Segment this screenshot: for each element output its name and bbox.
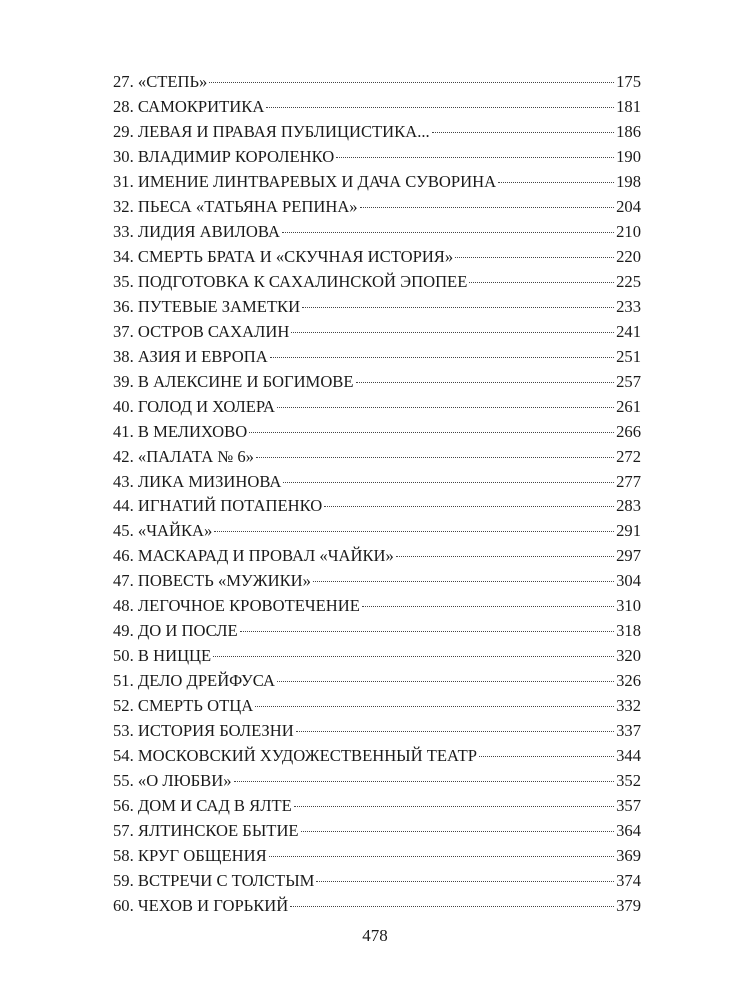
toc-entry-page: 220 (616, 246, 641, 266)
dot-leader (301, 831, 615, 832)
toc-entry-title: 34. СМЕРТЬ БРАТА И «СКУЧНАЯ ИСТОРИЯ» (113, 246, 454, 266)
dot-leader (270, 357, 614, 358)
toc-entry (113, 894, 641, 919)
toc-entry-title: 31. ИМЕНИЕ ЛИНТВАРЕВЫХ И ДАЧА СУВОРИНА (113, 171, 497, 191)
dot-leader (294, 806, 614, 807)
dot-leader (269, 856, 614, 857)
toc-entry (113, 70, 641, 95)
toc-entry-page: 251 (616, 346, 641, 366)
toc-entry (113, 170, 641, 195)
toc-entry-title: 47. ПОВЕСТЬ «МУЖИКИ» (113, 571, 311, 591)
toc-entry-title: 30. ВЛАДИМИР КОРОЛЕНКО (113, 146, 335, 166)
toc-entry (113, 470, 641, 495)
toc-entry-title: 39. В АЛЕКСИНЕ И БОГИМОВЕ (113, 371, 354, 391)
page-number: 478 (362, 926, 388, 945)
toc-entry (113, 794, 641, 819)
toc-entry-page: 241 (616, 321, 641, 341)
dot-leader (277, 681, 614, 682)
toc-entry-page: 310 (616, 596, 641, 616)
toc-entry-page: 352 (616, 771, 641, 791)
toc-entry (113, 395, 641, 420)
dot-leader (324, 506, 614, 507)
dot-leader (360, 207, 615, 208)
toc-entry-title: 37. ОСТРОВ САХАЛИН (113, 321, 290, 341)
toc-entry-page: 332 (616, 696, 641, 716)
dot-leader (249, 432, 614, 433)
toc-entry-page: 181 (616, 96, 641, 116)
dot-leader (209, 82, 614, 83)
toc-entry-title: 44. ИГНАТИЙ ПОТАПЕНКО (113, 496, 323, 516)
toc-entry-title: 41. В МЕЛИХОВО (113, 421, 248, 441)
toc-entry-page: 379 (616, 895, 641, 915)
toc-entry (113, 370, 641, 395)
toc-entry (113, 420, 641, 445)
toc-entry-title: 60. ЧЕХОВ И ГОРЬКИЙ (113, 895, 289, 915)
toc-entry-page: 304 (616, 571, 641, 591)
dot-leader (432, 132, 614, 133)
toc-entry-title: 56. ДОМ И САД В ЯЛТЕ (113, 796, 292, 816)
toc-entry-page: 283 (616, 496, 641, 516)
dot-leader (256, 457, 614, 458)
toc-entry (113, 844, 641, 869)
toc-entry-title: 54. МОСКОВСКИЙ ХУДОЖЕСТВЕННЫЙ ТЕАТР (113, 746, 477, 766)
toc-entry-title: 45. «ЧАЙКА» (113, 521, 213, 541)
toc-entry-title: 40. ГОЛОД И ХОЛЕРА (113, 396, 276, 416)
toc-entry-page: 175 (616, 72, 641, 91)
toc-entry (113, 145, 641, 170)
dot-leader (316, 881, 614, 882)
toc-entry-title: 46. МАСКАРАД И ПРОВАЛ «ЧАЙКИ» (113, 546, 394, 566)
toc-entry (113, 95, 641, 120)
toc-entry-page: 318 (616, 621, 641, 641)
dot-leader (302, 307, 614, 308)
toc-entry (113, 719, 641, 744)
toc-entry (113, 445, 641, 470)
toc-entry-title: 58. КРУГ ОБЩЕНИЯ (113, 846, 267, 866)
toc-entry-page: 257 (616, 371, 641, 391)
toc-entry-title: 52. СМЕРТЬ ОТЦА (113, 696, 254, 716)
dot-leader (313, 581, 614, 582)
table-of-contents (113, 70, 641, 919)
toc-entry-title: 35. ПОДГОТОВКА К САХАЛИНСКОЙ ЭПОПЕЕ (113, 271, 468, 291)
toc-entry-title: 50. В НИЦЦЕ (113, 646, 212, 666)
dot-leader (291, 332, 614, 333)
toc-entry (113, 494, 641, 519)
dot-leader (266, 107, 614, 108)
toc-entry (113, 819, 641, 844)
toc-entry (113, 120, 641, 145)
toc-entry-page: 186 (616, 121, 641, 141)
toc-entry (113, 769, 641, 794)
dot-leader (362, 606, 614, 607)
toc-entry (113, 744, 641, 769)
dot-leader (356, 382, 615, 383)
dot-leader (296, 731, 614, 732)
toc-entry-page: 266 (616, 421, 641, 441)
toc-entry (113, 594, 641, 619)
toc-entry-title: 48. ЛЕГОЧНОЕ КРОВОТЕЧЕНИЕ (113, 596, 360, 616)
toc-entry-page: 190 (616, 146, 641, 166)
toc-entry (113, 270, 641, 295)
toc-entry-page: 210 (616, 221, 641, 241)
dot-leader (336, 157, 614, 158)
toc-entry-page: 277 (616, 471, 641, 491)
toc-entry-page: 233 (616, 296, 641, 316)
dot-leader (277, 407, 614, 408)
toc-entry-page: 357 (616, 796, 641, 816)
toc-entry (113, 569, 641, 594)
toc-entry (113, 644, 641, 669)
dot-leader (498, 182, 614, 183)
toc-entry-title: 43. ЛИКА МИЗИНОВА (113, 471, 282, 491)
dot-leader (455, 257, 614, 258)
toc-entry-page: 297 (616, 546, 641, 566)
toc-entry-page: 225 (616, 271, 641, 291)
toc-entry-title: 32. ПЬЕСА «ТАТЬЯНА РЕПИНА» (113, 196, 358, 216)
toc-entry-page: 364 (616, 821, 641, 841)
toc-entry (113, 669, 641, 694)
toc-entry-page: 369 (616, 846, 641, 866)
toc-entry-page: 261 (616, 396, 641, 416)
dot-leader (469, 282, 614, 283)
dot-leader (396, 556, 614, 557)
toc-entry-title: 51. ДЕЛО ДРЕЙФУСА (113, 671, 275, 691)
dot-leader (255, 706, 614, 707)
toc-entry-title: 36. ПУТЕВЫЕ ЗАМЕТКИ (113, 296, 301, 316)
toc-entry-page: 326 (616, 671, 641, 691)
toc-entry-title: 53. ИСТОРИЯ БОЛЕЗНИ (113, 721, 294, 741)
toc-entry-page: 320 (616, 646, 641, 666)
dot-leader (282, 232, 614, 233)
dot-leader (283, 482, 614, 483)
toc-entry-page: 291 (616, 521, 641, 541)
toc-entry-title: 57. ЯЛТИНСКОЕ БЫТИЕ (113, 821, 299, 841)
dot-leader (234, 781, 615, 782)
toc-entry-page: 337 (616, 721, 641, 741)
toc-entry-title: 29. ЛЕВАЯ И ПРАВАЯ ПУБЛИЦИСТИКА... (113, 121, 430, 141)
toc-entry-title: 42. «ПАЛАТА № 6» (113, 446, 254, 466)
toc-entry-title: 59. ВСТРЕЧИ С ТОЛСТЫМ (113, 871, 315, 890)
toc-entry (113, 195, 641, 220)
dot-leader (240, 631, 614, 632)
toc-entry-title: 27. «СТЕПЬ» (113, 72, 208, 91)
toc-entry-title: 49. ДО И ПОСЛЕ (113, 621, 238, 641)
toc-entry-title: 28. САМОКРИТИКА (113, 96, 265, 116)
dot-leader (214, 531, 614, 532)
toc-entry-title: 55. «О ЛЮБВИ» (113, 771, 232, 791)
toc-entry-title: 33. ЛИДИЯ АВИЛОВА (113, 221, 280, 241)
toc-entry (113, 295, 641, 320)
toc-entry-title: 38. АЗИЯ И ЕВРОПА (113, 346, 268, 366)
toc-entry (113, 220, 641, 245)
toc-entry-page: 198 (616, 171, 641, 191)
toc-entry (113, 320, 641, 345)
toc-entry (113, 619, 641, 644)
toc-entry (113, 519, 641, 544)
dot-leader (479, 756, 614, 757)
dot-leader (213, 656, 614, 657)
toc-entry (113, 544, 641, 569)
toc-entry (113, 694, 641, 719)
toc-entry-page: 204 (616, 196, 641, 216)
toc-entry-page: 344 (616, 746, 641, 766)
toc-entry (113, 345, 641, 370)
toc-entry (113, 869, 641, 894)
toc-entry-page: 374 (616, 871, 641, 890)
toc-entry (113, 245, 641, 270)
toc-entry-page: 272 (616, 446, 641, 466)
dot-leader (290, 906, 614, 907)
